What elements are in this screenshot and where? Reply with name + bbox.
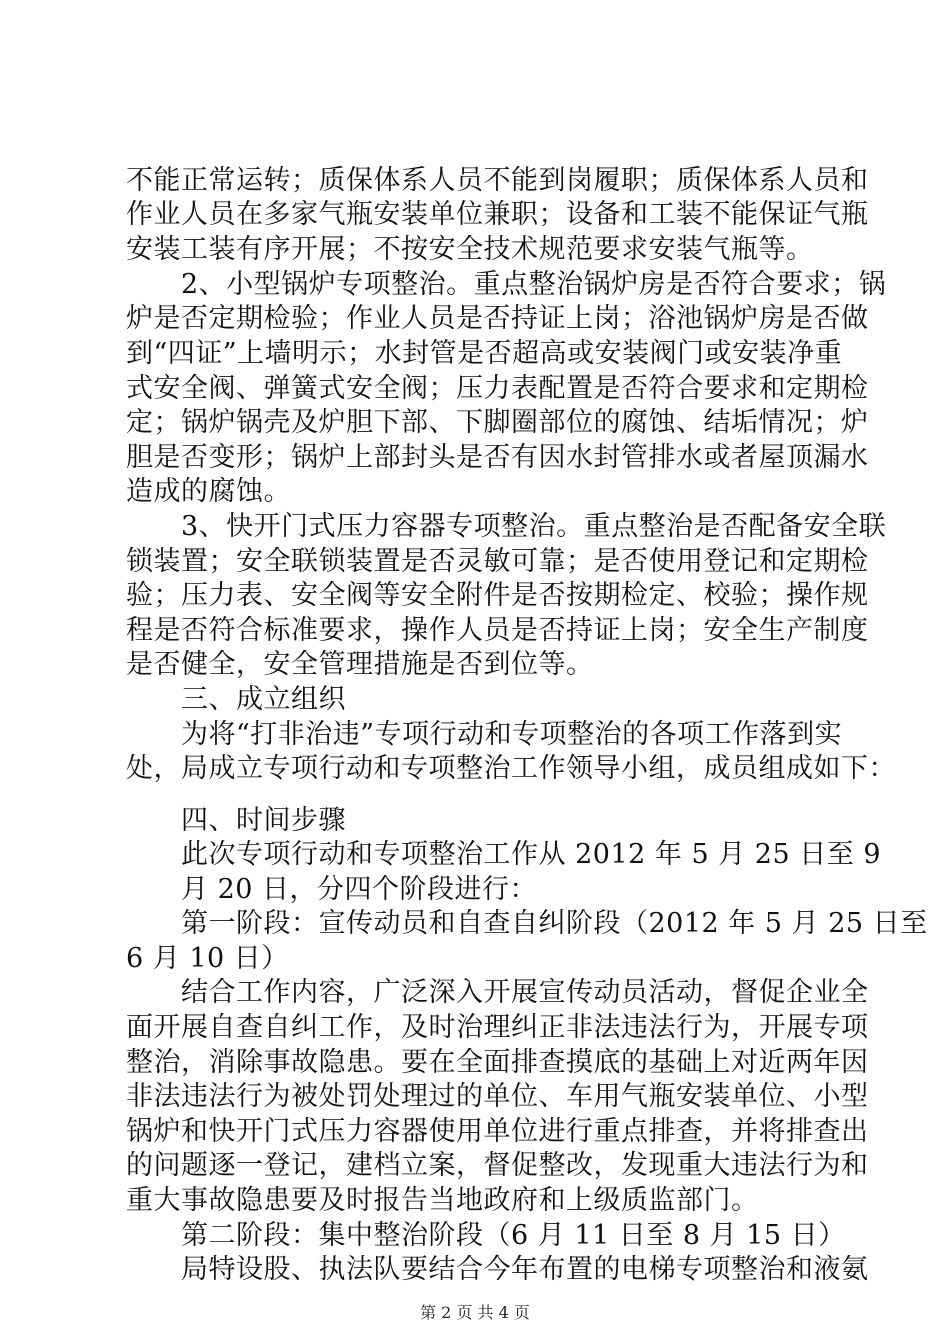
text-line: 作业人员在多家气瓶安装单位兼职；设备和工装不能保证气瓶: [126, 199, 869, 230]
text-line: 安装工装有序开展；不按安全技术规范要求安装气瓶等。: [126, 234, 814, 265]
text-line: 锅炉和快开门式压力容器使用单位进行重点排查，并将排查出: [126, 1116, 869, 1147]
text-line: 重大事故隐患要及时报告当地政府和上级质监部门。: [126, 1185, 759, 1216]
text-line: 验；压力表、安全阀等安全附件是否按期检定、校验；操作规: [126, 580, 869, 611]
text-line: 3、快开门式压力容器专项整治。重点整治是否配备安全联: [126, 511, 887, 542]
text-line: 四、时间步骤: [126, 805, 346, 836]
text-line: 到“四证”上墙明示；水封管是否超高或安装阀门或安装净重: [126, 338, 843, 369]
text-line: 第二阶段：集中整治阶段（6 月 11 日至 8 月 15 日）: [126, 1220, 846, 1251]
text-line: 的问题逐一登记，建档立案，督促整改，发现重大违法行为和: [126, 1150, 869, 1181]
text-line: 此次专项行动和专项整治工作从 2012 年 5 月 25 日至 9: [126, 839, 882, 870]
text-line: 第一阶段：宣传动员和自查自纠阶段（2012 年 5 月 25 日至: [126, 908, 928, 939]
text-line: 造成的腐蚀。: [126, 476, 291, 507]
text-line: 6 月 10 日）: [126, 943, 289, 974]
text-line: 炉是否定期检验；作业人员是否持证上岗；浴池锅炉房是否做: [126, 303, 869, 334]
text-line: 锁装置；安全联锁装置是否灵敏可靠；是否使用登记和定期检: [126, 546, 869, 577]
text-line: 三、成立组织: [126, 684, 346, 715]
text-line: 非法违法行为被处罚处理过的单位、车用气瓶安装单位、小型: [126, 1081, 869, 1112]
text-line: 整治，消除事故隐患。要在全面排查摸底的基础上对近两年因: [126, 1047, 869, 1078]
text-line: 局特设股、执法队要结合今年布置的电梯专项整治和液氨: [126, 1254, 869, 1285]
text-line: 胆是否变形；锅炉上部封头是否有因水封管排水或者屋顶漏水: [126, 442, 869, 473]
text-line: 是否健全，安全管理措施是否到位等。: [126, 649, 594, 680]
text-line: 程是否符合标准要求，操作人员是否持证上岗；安全生产制度: [126, 615, 869, 646]
text-line: 处，局成立专项行动和专项整治工作领导小组，成员组成如下：: [126, 753, 896, 784]
text-line: 为将“打非治违”专项行动和专项整治的各项工作落到实: [126, 719, 843, 750]
text-line: 定；锅炉锅壳及炉胆下部、下脚圈部位的腐蚀、结垢情况；炉: [126, 407, 869, 438]
text-line: 结合工作内容，广泛深入开展宣传动员活动，督促企业全: [126, 977, 869, 1008]
text-line: 2、小型锅炉专项整治。重点整治锅炉房是否符合要求；锅: [126, 269, 887, 300]
text-line: 面开展自查自纠工作，及时治理纠正非法违法行为，开展专项: [126, 1012, 869, 1043]
text-line: 式安全阀、弹簧式安全阀；压力表配置是否符合要求和定期检: [126, 373, 869, 404]
text-line: 月 20 日，分四个阶段进行：: [126, 874, 538, 905]
text-line: 不能正常运转；质保体系人员不能到岗履职；质保体系人员和: [126, 165, 869, 196]
page-footer: 第 2 页 共 4 页: [420, 1303, 530, 1322]
